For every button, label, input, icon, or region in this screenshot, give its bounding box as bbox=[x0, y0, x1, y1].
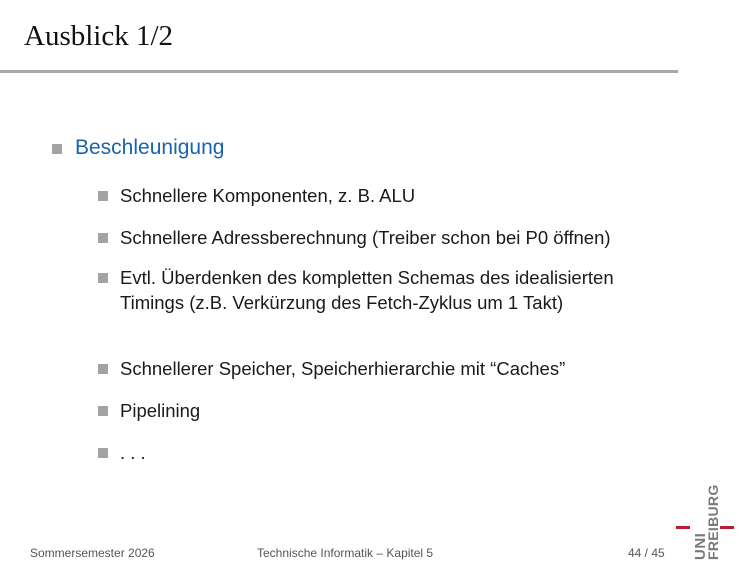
bullet-square-icon bbox=[98, 406, 108, 416]
university-logo bbox=[674, 478, 736, 562]
sub-bullet-text: Pipelining bbox=[120, 400, 201, 421]
footer-page-number: 44 / 45 bbox=[628, 546, 665, 560]
sub-bullet-text: Schnellerer Speicher, Speicherhierarchie mit “Caches” bbox=[120, 358, 566, 379]
sub-bullet-item bbox=[98, 184, 680, 209]
sub-bullet-item bbox=[98, 226, 680, 251]
footer-course: Technische Informatik – Kapitel 5 bbox=[257, 546, 434, 560]
logo-freiburg-text: FREIBURG bbox=[705, 484, 721, 560]
bullet-square-icon bbox=[98, 273, 108, 283]
bullet-square-icon bbox=[98, 448, 108, 458]
sub-bullet-text: Evtl. Überdenken des kompletten Schemas des idealisierten Timings (z.B. Verkürzung des Fetch-Zyklus um 1 Takt) bbox=[120, 267, 614, 313]
sub-bullet-item bbox=[98, 399, 680, 424]
sub-bullet-text: Schnellere Adressberechnung (Treiber schon bei P0 öffnen) bbox=[120, 227, 611, 248]
sub-bullet-item bbox=[98, 441, 680, 466]
main-bullet-label: Beschleunigung bbox=[75, 136, 225, 159]
sub-bullet-item bbox=[98, 266, 680, 315]
sub-bullet-text: . . . bbox=[120, 442, 146, 463]
bullet-square-icon bbox=[98, 364, 108, 374]
main-bullet bbox=[52, 136, 224, 160]
bullet-square-icon bbox=[98, 233, 108, 243]
slide-title: Ausblick 1/2 bbox=[24, 20, 174, 52]
bullet-square-icon bbox=[52, 144, 62, 154]
title-divider bbox=[0, 70, 678, 73]
sub-bullet-text: Schnellere Komponenten, z. B. ALU bbox=[120, 185, 416, 206]
footer-semester: Sommersemester 2026 bbox=[30, 546, 155, 560]
sub-bullet-item bbox=[98, 357, 680, 382]
logo-uni-text: UNI bbox=[692, 532, 709, 560]
bullet-square-icon bbox=[98, 191, 108, 201]
